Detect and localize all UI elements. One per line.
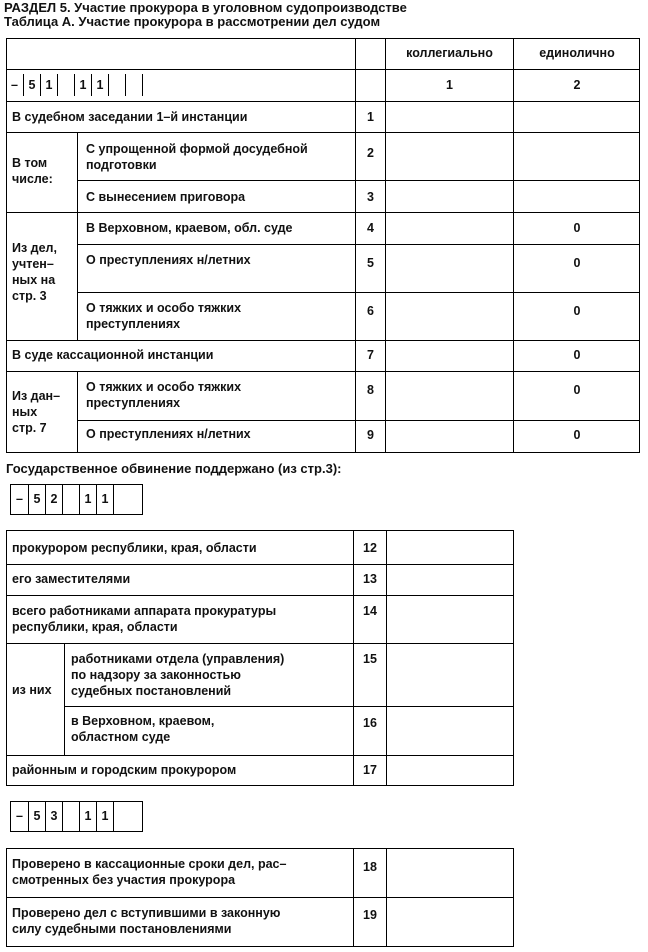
code-row-a	[6, 70, 156, 101]
row-15-label-line2: по надзору за законностью	[71, 668, 241, 682]
row-4-number: 4	[367, 221, 374, 235]
row-18-label-line1: Проверено в кассационные сроки дел, рас–	[12, 857, 287, 871]
code-cell: –	[11, 78, 18, 92]
row-9-number: 9	[367, 428, 374, 442]
code-cell	[113, 802, 142, 831]
code-cell: 1	[91, 74, 108, 96]
code-cell: 1	[79, 485, 96, 514]
group-2-label-line1: Из дел,	[12, 241, 57, 255]
row-4-single: 0	[573, 221, 581, 235]
row-4-label: В Верховном, краевом, обл. суде	[86, 221, 293, 235]
code-row-53	[10, 801, 143, 832]
code-cell	[125, 74, 142, 96]
code-cell: 1	[79, 802, 96, 831]
group-2-label-line2: учтен–	[12, 257, 54, 271]
row-5-label: О преступлениях н/летних	[86, 253, 251, 267]
code-cell	[113, 485, 142, 514]
section-title: РАЗДЕЛ 5. Участие прокурора в уголовном судопроизводстве	[4, 0, 407, 15]
code-cell: –	[16, 809, 23, 823]
row-12-label: прокурором республики, края, области	[12, 541, 257, 555]
row-15-label-line1: работниками отдела (управления)	[71, 652, 285, 666]
row-18-label-line2: смотренных без участия прокурора	[12, 873, 236, 887]
row-3-label: С вынесением приговора	[86, 190, 246, 204]
row-3-number: 3	[367, 190, 374, 204]
row-2-number: 2	[367, 146, 374, 160]
col-header-collegial: коллегиально	[406, 46, 493, 60]
code-cell: 3	[45, 802, 62, 831]
row-8-label-line1: О тяжких и особо тяжких	[86, 380, 242, 394]
row-12-number: 12	[363, 541, 377, 555]
row-13-number: 13	[363, 572, 377, 586]
row-15-label-line3: судебных постановлений	[71, 684, 232, 698]
row-17-label: районным и городским прокурором	[12, 763, 237, 777]
row-13-label: его заместителями	[12, 572, 131, 586]
code-cell	[62, 802, 79, 831]
group-3-label-line1: Из дан–	[12, 389, 61, 403]
group-2-label-line3: ных на	[12, 273, 56, 287]
row-9-label: О преступлениях н/летних	[86, 427, 251, 441]
row-2-label-line1: С упрощенной формой досудебной	[86, 142, 308, 156]
row-6-number: 6	[367, 304, 374, 318]
row-14-label-line1: всего работниками аппарата прокуратуры	[12, 604, 277, 618]
row-8-label-line2: преступлениях	[86, 396, 181, 410]
section-2-title: Государственное обвинение поддержано (из стр.3):	[6, 461, 342, 476]
row-6-single: 0	[573, 304, 581, 318]
col-header-single: единолично	[539, 46, 615, 60]
row-19-number: 19	[363, 908, 377, 922]
row-7-number: 7	[367, 348, 374, 362]
row-18-number: 18	[363, 860, 377, 874]
col-number-2: 2	[573, 78, 581, 92]
code-cell: –	[16, 492, 23, 506]
row-6-label-line2: преступлениях	[86, 317, 181, 331]
row-8-number: 8	[367, 383, 374, 397]
row-7-single: 0	[573, 348, 581, 362]
col-number-1: 1	[446, 78, 453, 92]
row-5-number: 5	[367, 256, 374, 270]
row-15-number: 15	[363, 652, 377, 666]
row-9-single: 0	[573, 428, 581, 442]
row-16-label-line1: в Верховном, краевом,	[71, 714, 215, 728]
row-1-number: 1	[367, 110, 374, 124]
row-14-number: 14	[363, 604, 377, 618]
table-title: Таблица А. Участие прокурора в рассмотрении дел судом	[4, 14, 381, 29]
code-row-52	[10, 484, 143, 515]
row-14-label-line2: республики, края, области	[12, 620, 178, 634]
code-cell: 1	[40, 74, 57, 96]
row-16-number: 16	[363, 716, 377, 730]
group-1-label-line1: В том	[12, 156, 48, 170]
row-8-single: 0	[573, 383, 581, 397]
code-cell: 5	[28, 802, 45, 831]
group-from-them-label: из них	[12, 683, 52, 697]
code-cell: 5	[23, 74, 40, 96]
row-2-label-line2: подготовки	[86, 158, 157, 172]
group-1-label-line2: числе:	[12, 172, 53, 186]
row-19-label-line1: Проверено дел с вступившими в законную	[12, 906, 281, 920]
code-cell: 5	[28, 485, 45, 514]
row-5-single: 0	[573, 256, 581, 270]
row-17-number: 17	[363, 763, 377, 777]
code-cell	[108, 74, 125, 96]
row-7-label: В суде кассационной инстанции	[12, 348, 214, 362]
code-cell	[62, 485, 79, 514]
group-2-label-line4: стр. 3	[12, 289, 47, 303]
code-cell: 1	[74, 74, 91, 96]
row-16-label-line2: областном суде	[71, 730, 171, 744]
code-cell: 1	[96, 802, 113, 831]
row-1-label: В судебном заседании 1–й инстанции	[12, 110, 248, 124]
group-3-label-line3: стр. 7	[12, 421, 47, 435]
group-3-label-line2: ных	[12, 405, 38, 419]
row-19-label-line2: силу судебными постановлениями	[12, 922, 232, 936]
code-cell	[57, 74, 74, 96]
code-cell: 2	[45, 485, 62, 514]
row-6-label-line1: О тяжких и особо тяжких	[86, 301, 242, 315]
code-cell: 1	[96, 485, 113, 514]
